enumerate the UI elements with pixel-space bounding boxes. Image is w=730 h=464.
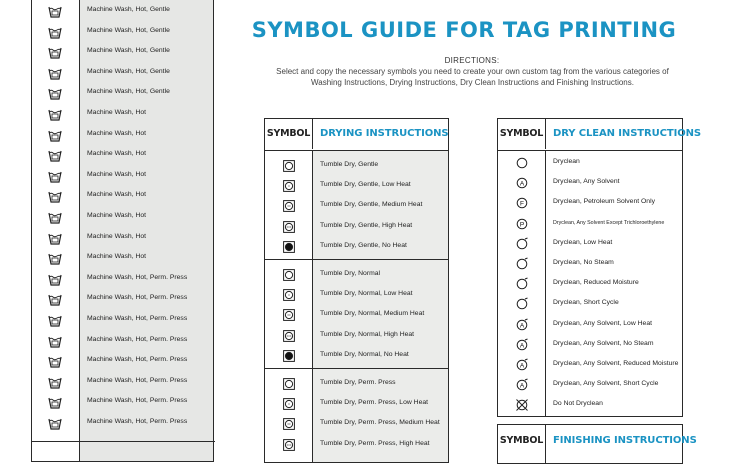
tumble-dry-normal-icon: [283, 269, 295, 281]
wash-tub-hot-perm-press-icon: [48, 293, 62, 306]
drying-table-header: [265, 119, 448, 151]
dryclean-petroleum-solvent-icon: [516, 197, 528, 209]
wash-row: [32, 22, 215, 43]
drying-label: Tumble Dry, Normal, Medium Heat: [320, 310, 425, 318]
dryclean-table-header: [498, 119, 701, 151]
svg-text:A: A: [519, 342, 525, 350]
dryclean-any-solvent-low-heat-icon: [516, 319, 528, 331]
tumble-dry-perm-press-medium-heat-icon: [283, 418, 295, 430]
dryclean-label: Dryclean: [553, 158, 580, 165]
wash-row: [32, 289, 215, 310]
wash-row: [32, 310, 215, 331]
wash-label: Machine Wash, Hot, Perm. Press: [87, 356, 188, 364]
drying-row: [265, 217, 448, 237]
wash-tub-hot-perm-press-icon: [48, 396, 62, 409]
drying-row: [265, 285, 448, 305]
dryclean-row: [498, 193, 682, 213]
dryclean-reduced-moisture-icon: [516, 278, 528, 290]
dryclean-row: [498, 335, 682, 355]
drying-row: [265, 196, 448, 216]
wash-tub-hot-perm-press-icon: [48, 376, 62, 389]
wash-row: [32, 83, 215, 104]
wash-tub-hot-gentle-icon: [48, 87, 62, 100]
dryclean-row: [498, 294, 682, 314]
wash-tub-hot-icon: [48, 211, 62, 224]
wash-row: [32, 372, 215, 393]
dryclean-row: [498, 173, 682, 193]
drying-title: DRYING INSTRUCTIONS: [320, 128, 449, 139]
wash-row: [32, 145, 215, 166]
dryclean-row: [498, 274, 682, 294]
drying-table-body: [265, 151, 448, 462]
wash-tub-hot-gentle-icon: [48, 5, 62, 18]
wash-row: [32, 413, 215, 434]
finishing-instructions-table: [497, 424, 697, 464]
dryclean-row: [498, 153, 682, 173]
drying-label: Tumble Dry, Gentle, No Heat: [320, 241, 407, 249]
dryclean-label: Dryclean, Any Solvent, Reduced Moisture: [553, 360, 679, 367]
wash-tub-hot-icon: [48, 252, 62, 265]
wash-row: [32, 248, 215, 269]
svg-text:P: P: [519, 220, 525, 228]
wash-label: Machine Wash, Hot, Perm. Press: [87, 294, 188, 302]
drying-label: Tumble Dry, Gentle, High Heat: [320, 221, 413, 229]
drying-row: [265, 176, 448, 196]
svg-text:A: A: [519, 382, 525, 390]
wash-tub-hot-icon: [48, 190, 62, 203]
drying-row: [265, 374, 448, 394]
wash-label: Machine Wash, Hot: [87, 109, 147, 116]
wash-tub-hot-icon: [48, 149, 62, 162]
drying-label: Tumble Dry, Gentle: [320, 161, 379, 168]
dryclean-row: [498, 375, 682, 395]
wash-tub-hot-gentle-icon: [48, 67, 62, 80]
svg-text:F: F: [520, 200, 524, 208]
svg-text:A: A: [519, 180, 525, 188]
dryclean-label: Do Not Dryclean: [553, 400, 603, 408]
wash-tub-hot-icon: [48, 129, 62, 142]
wash-tub-hot-gentle-icon: [48, 46, 62, 59]
dryclean-any-solvent-no-steam-icon: [516, 339, 528, 351]
drying-label: Tumble Dry, Perm. Press, High Heat: [320, 439, 430, 447]
dryclean-label: Dryclean, Any Solvent Except Trichloroethylene: [553, 219, 665, 226]
wash-label: Machine Wash, Hot, Gentle: [87, 6, 170, 13]
wash-label: Machine Wash, Hot: [87, 212, 147, 219]
wash-tub-hot-perm-press-icon: [48, 355, 62, 368]
wash-tub-hot-perm-press-icon: [48, 417, 62, 430]
wash-label: Machine Wash, Hot, Gentle: [87, 88, 170, 96]
wash-row: [32, 166, 215, 187]
drying-label: Tumble Dry, Perm. Press: [320, 379, 396, 386]
drying-row: [265, 237, 448, 257]
drying-label: Tumble Dry, Perm. Press, Medium Heat: [320, 419, 440, 427]
tumble-dry-gentle-low-heat-icon: [283, 180, 295, 192]
svg-text:A: A: [519, 321, 525, 329]
wash-label: Machine Wash, Hot, Perm. Press: [87, 335, 188, 343]
wash-row: [32, 104, 215, 125]
tumble-dry-perm-press-high-heat-icon: [283, 439, 295, 451]
wash-row: [32, 207, 215, 228]
dryclean-any-solvent-reduced-moisture-icon: [516, 359, 528, 371]
drying-label: Tumble Dry, Normal: [320, 270, 381, 277]
dryclean-row: [498, 254, 682, 274]
tumble-dry-normal-high-heat-icon: [283, 330, 295, 342]
do-not-dryclean-icon: [516, 399, 528, 411]
drying-group-divider: [265, 259, 448, 260]
wash-tub-hot-icon: [48, 108, 62, 121]
dryclean-title: DRY CLEAN INSTRUCTIONS: [553, 128, 701, 139]
dryclean-except-trichloroethylene-icon: [516, 218, 528, 230]
wash-label: Machine Wash, Hot: [87, 253, 147, 261]
drying-row: [265, 435, 448, 455]
dryclean-label: Dryclean, No Steam: [553, 259, 614, 266]
tumble-dry-gentle-no-heat-icon: [283, 241, 295, 253]
dryclean-row: [498, 315, 682, 335]
dryclean-row: [498, 395, 682, 415]
wash-label: Machine Wash, Hot, Gentle: [87, 47, 170, 55]
finishing-symbol-header: SYMBOL: [498, 425, 546, 463]
directions-text: Select and copy the necessary symbols you need to create your own custom tag from the various categories of Washing Instructions, Drying Instructions, Dry Clean Instructions and Finishing Instructions.: [276, 67, 669, 87]
tumble-dry-gentle-icon: [283, 160, 295, 172]
wash-row: [32, 351, 215, 372]
wash-row: [32, 1, 215, 22]
wash-label: Machine Wash, Hot, Gentle: [87, 67, 170, 75]
wash-label: Machine Wash, Hot, Gentle: [87, 26, 170, 34]
wash-row: [32, 42, 215, 63]
wash-row: [32, 125, 215, 146]
drying-label: Tumble Dry, Normal, High Heat: [320, 330, 415, 338]
washing-instructions-table: [31, 0, 214, 462]
tumble-dry-normal-no-heat-icon: [283, 350, 295, 362]
drying-label: Tumble Dry, Normal, No Heat: [320, 350, 409, 358]
drying-row: [265, 156, 448, 176]
drying-row: [265, 414, 448, 434]
drying-row: [265, 394, 448, 414]
wash-label: Machine Wash, Hot, Perm. Press: [87, 273, 188, 281]
wash-label: Machine Wash, Hot, Perm. Press: [87, 376, 188, 384]
wash-label: Machine Wash, Hot, Perm. Press: [87, 397, 188, 405]
page-title: SYMBOL GUIDE FOR TAG PRINTING: [251, 18, 677, 42]
wash-row: [32, 331, 215, 352]
dryclean-short-cycle-icon: [516, 298, 528, 310]
dryclean-row: [498, 355, 682, 375]
dryclean-symbol-header: SYMBOL: [498, 119, 546, 149]
wash-tub-hot-perm-press-icon: [48, 273, 62, 286]
dryclean-label: Dryclean, Any Solvent, Low Heat: [553, 319, 652, 327]
tumble-dry-normal-low-heat-icon: [283, 289, 295, 301]
drying-label: Tumble Dry, Normal, Low Heat: [320, 290, 413, 298]
dryclean-circle-icon: [516, 157, 528, 169]
finishing-title: FINISHING INSTRUCTIONS: [553, 435, 697, 446]
tumble-dry-perm-press-low-heat-icon: [283, 398, 295, 410]
wash-tub-hot-icon: [48, 232, 62, 245]
dryclean-label: Dryclean, Short Cycle: [553, 299, 619, 307]
dryclean-any-solvent-icon: [516, 177, 528, 189]
wash-tub-hot-perm-press-icon: [48, 314, 62, 327]
wash-label: Machine Wash, Hot: [87, 191, 147, 199]
wash-row: [32, 228, 215, 249]
dryclean-table-body: [498, 151, 682, 416]
dryclean-low-heat-icon: [516, 238, 528, 250]
drying-label: Tumble Dry, Gentle, Low Heat: [320, 181, 411, 189]
wash-label: Machine Wash, Hot: [87, 170, 147, 178]
wash-tub-hot-perm-press-icon: [48, 335, 62, 348]
dryclean-any-solvent-short-cycle-icon: [516, 379, 528, 391]
dryclean-label: Dryclean, Petroleum Solvent Only: [553, 198, 655, 206]
wash-tub-hot-icon: [48, 170, 62, 183]
wash-label: Machine Wash, Hot, Perm. Press: [87, 315, 188, 322]
drying-symbol-header: SYMBOL: [265, 119, 313, 149]
dryclean-label: Dryclean, Reduced Moisture: [553, 279, 639, 287]
drying-row: [265, 305, 448, 325]
wash-table-divider: [32, 441, 215, 442]
dryclean-instructions-table: [497, 118, 701, 417]
dryclean-row: [498, 234, 682, 254]
drying-label: Tumble Dry, Perm. Press, Low Heat: [320, 399, 429, 407]
dryclean-label: Dryclean, Any Solvent, No Steam: [553, 339, 654, 347]
tumble-dry-normal-medium-heat-icon: [283, 309, 295, 321]
dryclean-label: Dryclean, Any Solvent: [553, 178, 620, 186]
finishing-table-header: [498, 425, 697, 463]
drying-row: [265, 326, 448, 346]
wash-label: Machine Wash, Hot: [87, 129, 147, 137]
dryclean-label: Dryclean, Low Heat: [553, 238, 613, 246]
drying-row: [265, 265, 448, 285]
drying-row: [265, 346, 448, 366]
wash-label: Machine Wash, Hot: [87, 150, 147, 158]
tumble-dry-perm-press-icon: [283, 378, 295, 390]
wash-row: [32, 63, 215, 84]
dryclean-no-steam-icon: [516, 258, 528, 270]
wash-tub-hot-gentle-icon: [48, 26, 62, 39]
wash-label: Machine Wash, Hot: [87, 232, 147, 240]
drying-instructions-table: [264, 118, 449, 463]
dryclean-label: Dryclean, Any Solvent, Short Cycle: [553, 380, 659, 388]
directions-heading: DIRECTIONS:: [444, 56, 500, 65]
tumble-dry-gentle-high-heat-icon: [283, 221, 295, 233]
drying-group-divider: [265, 368, 448, 369]
wash-row: [32, 269, 215, 290]
tumble-dry-gentle-medium-heat-icon: [283, 200, 295, 212]
dryclean-row: [498, 214, 682, 234]
wash-row: [32, 186, 215, 207]
drying-label: Tumble Dry, Gentle, Medium Heat: [320, 201, 423, 209]
wash-label: Machine Wash, Hot, Perm. Press: [87, 418, 188, 425]
svg-text:A: A: [519, 362, 525, 370]
wash-row: [32, 392, 215, 413]
